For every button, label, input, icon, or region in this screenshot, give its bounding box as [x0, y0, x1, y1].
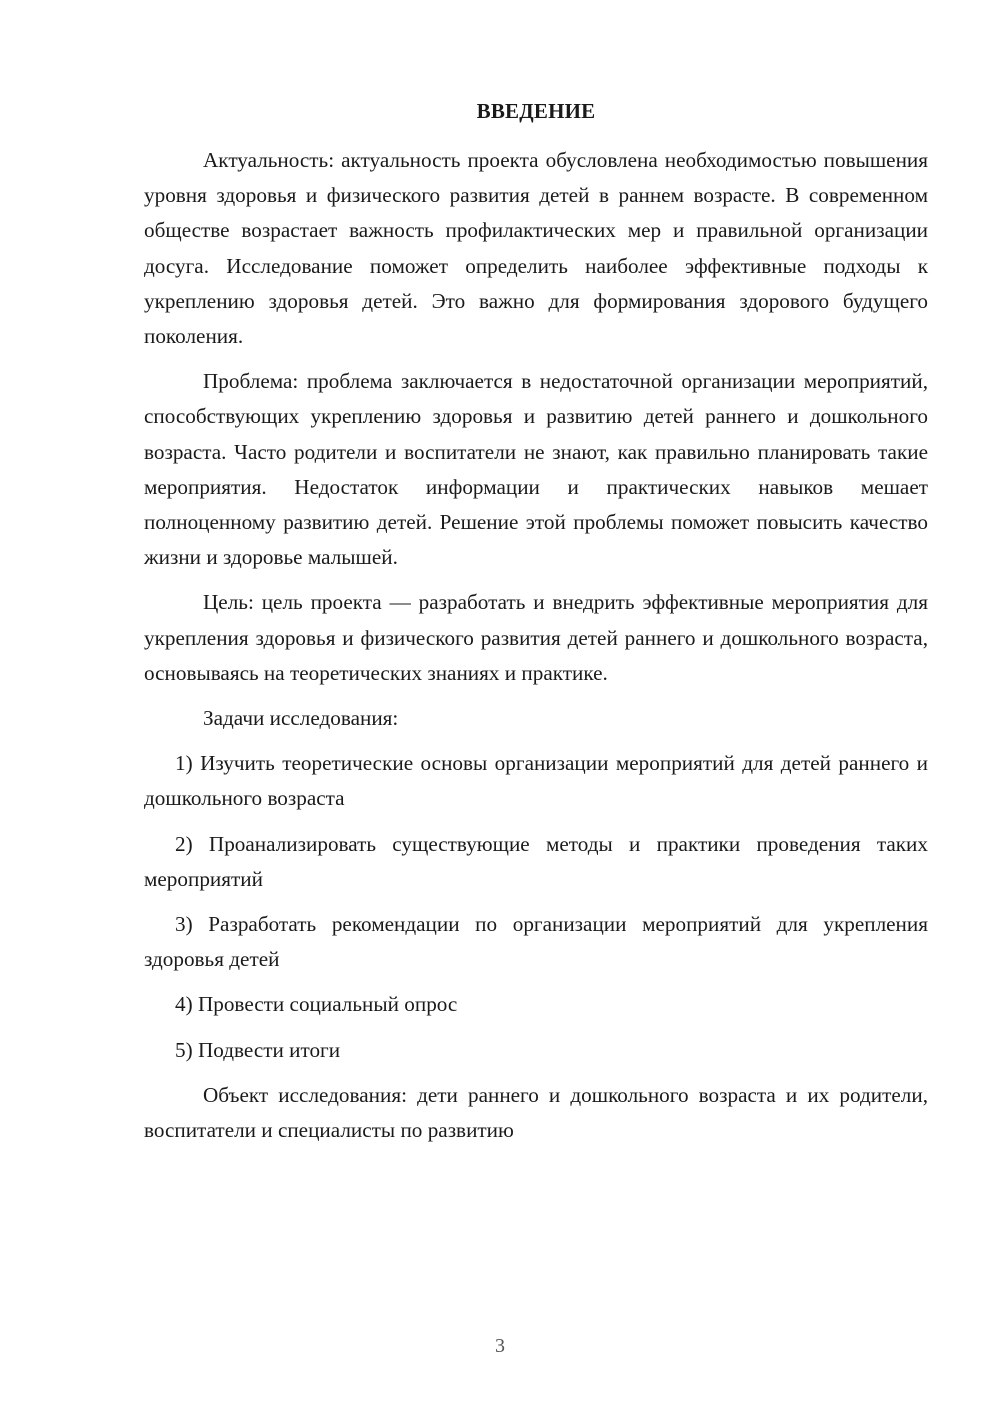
- paragraph-problem: Проблема: проблема заключается в недостаточной организации мероприятий, способствующих укреплению здоровья и развитию детей раннего и дошкольного возраста. Часто родители и воспитатели не знают, как правильно планировать такие мероприятия. Недостаток информации и практических навыков мешает полноценному развитию детей. Решение этой проблемы поможет повысить качество жизни и здоровье малышей.: [144, 369, 928, 570]
- paragraph-goal: Цель: цель проекта — разработать и внедрить эффективные мероприятия для укрепления здоровья и физического развития детей раннего и дошкольного возраста, основываясь на теоретических знаниях и практике.: [144, 590, 928, 685]
- tasks-list: [144, 746, 928, 1068]
- tasks-heading: Задачи исследования:: [203, 706, 399, 731]
- page-number: 3: [495, 1335, 505, 1357]
- task-item: 3) Разработать рекомендации по организации мероприятий для укрепления здоровья детей: [144, 912, 928, 972]
- paragraph-relevance: Актуальность: актуальность проекта обусловлена необходимостью повышения уровня здоровья и физического развития детей в раннем возрасте. В современном обществе возрастает важность профилактических мер и правильной организации досуга. Исследование поможет определить наиболее эффективные подходы к укреплению здоровья детей. Это важно для формирования здорового будущего поколения.: [144, 148, 928, 349]
- task-item: 5) Подвести итоги: [175, 1037, 341, 1062]
- task-item: 1) Изучить теоретические основы организации мероприятий для детей раннего и дошкольного возраста: [144, 751, 928, 811]
- paragraph-object: Объект исследования: дети раннего и дошкольного возраста и их родители, воспитатели и специалисты по развитию: [144, 1082, 928, 1143]
- document-body: [144, 143, 928, 1148]
- task-item: 2) Проанализировать существующие методы и практики проведения таких мероприятий: [144, 831, 928, 891]
- page-title: ВВЕДЕНИЕ: [476, 99, 596, 123]
- task-item: 4) Провести социальный опрос: [175, 992, 458, 1017]
